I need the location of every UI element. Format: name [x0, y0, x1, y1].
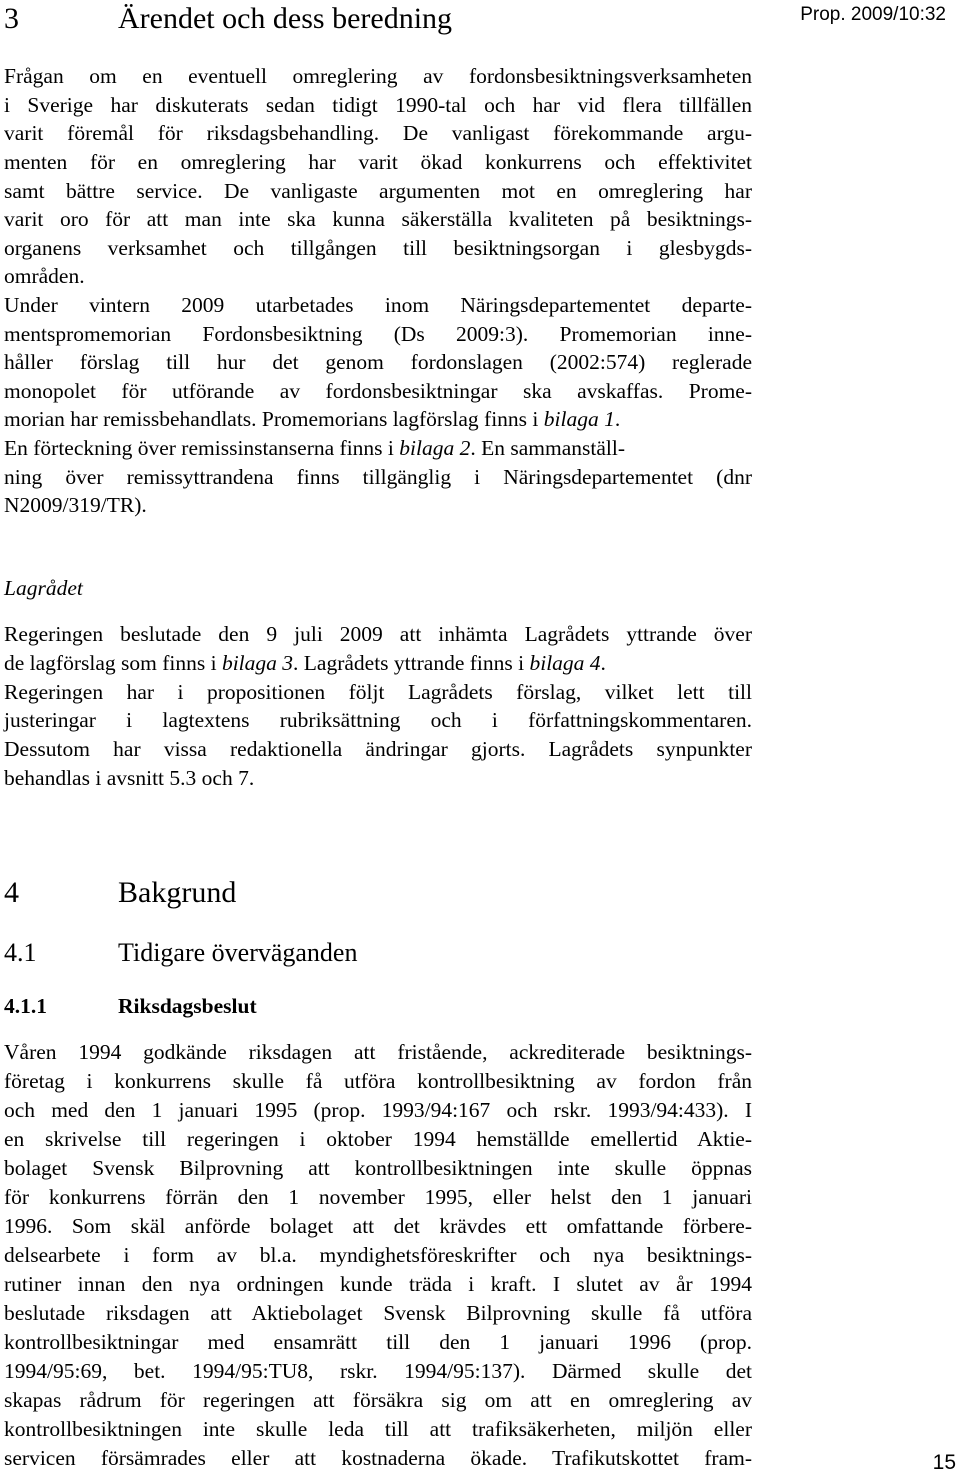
- text-line: behandlas i avsnitt 5.3 och 7.: [4, 766, 255, 790]
- chapter-title: Ärendet och dess beredning: [118, 2, 453, 35]
- text-line: för konkurrens förrän den 1 november 1995, eller helst den 1 januari: [4, 1185, 752, 1209]
- text-line: mentspromemorian Fordonsbesiktning (Ds 2009:3). Promemorian inne-: [4, 322, 752, 346]
- text-line: 1994/95:69, bet. 1994/95:TU8, rskr. 1994/95:137). Därmed skulle det: [4, 1359, 752, 1383]
- text-line: företag i konkurrens skulle få utföra kontrollbesiktning av fordon från: [4, 1069, 752, 1093]
- chapter-number: 4: [4, 876, 19, 909]
- side-heading-lagradet: Lagrådet: [4, 576, 83, 600]
- text-line: ning över remissyttrandena finns tillgänglig i Näringsdepartementet (dnr: [4, 465, 752, 489]
- text-line: varit föremål för riksdagsbehandling. De vanligast förekommande argu-: [4, 121, 752, 145]
- text-line: justeringar i lagtextens rubriksättning och i författningskommentaren.: [4, 708, 752, 732]
- text-line: kontrollbesiktningen inte skulle leda till att trafiksäkerheten, miljön eller: [4, 1417, 752, 1441]
- text-line: Regeringen beslutade den 9 juli 2009 att inhämta Lagrådets yttrande över: [4, 622, 752, 646]
- text-line: kontrollbesiktningar med ensamrätt till den 1 januari 1996 (prop.: [4, 1330, 752, 1354]
- section-title: Tidigare överväganden: [118, 938, 358, 967]
- text-segment: . En sammanställ-: [470, 436, 625, 460]
- chapter-number: 3: [4, 2, 19, 35]
- text-line: N2009/319/TR).: [4, 493, 147, 517]
- subsection-number: 4.1.1: [4, 994, 47, 1018]
- text-line: menten för en omreglering har varit ökad konkurrens och effektivitet: [4, 150, 752, 174]
- text-line: samt bättre service. De vanligaste argumenten mot en omreglering har: [4, 179, 752, 203]
- text-segment: de lagförslag som finns i: [4, 651, 222, 675]
- text-line: servicen försämrades eller att kostnaderna ökade. Trafikutskottet fram-: [4, 1446, 752, 1470]
- text-line: rutiner innan den nya ordningen kunde träda i kraft. I slutet av år 1994: [4, 1272, 752, 1296]
- text-line: håller förslag till hur det genom fordonslagen (2002:574) reglerade: [4, 350, 752, 374]
- text-segment: .: [600, 651, 606, 675]
- text-line: områden.: [4, 264, 85, 288]
- text-line: [4, 434, 752, 463]
- text-line: bolaget Svensk Bilprovning att kontrollbesiktningen inte skulle öppnas: [4, 1156, 752, 1180]
- text-line: [4, 649, 752, 678]
- text-line: Regeringen har i propositionen följt Lagrådets förslag, vilket lett till: [4, 680, 752, 704]
- text-segment: . Lagrådets yttrande finns i: [293, 651, 530, 675]
- text-segment: morian har remissbehandlats. Promemorians lagförslag finns i: [4, 407, 544, 431]
- text-line: i Sverige har diskuterats sedan tidigt 1990-tal och har vid flera tillfällen: [4, 93, 752, 117]
- text-line: delsearbete i form av bl.a. myndighetsföreskrifter och nya besiktnings-: [4, 1243, 752, 1267]
- text-line: en skrivelse till regeringen i oktober 1994 hemställde emellertid Aktie-: [4, 1127, 752, 1151]
- text-line: och med den 1 januari 1995 (prop. 1993/94:167 och rskr. 1993/94:433). I: [4, 1098, 752, 1122]
- text-line: Dessutom har vissa redaktionella ändringar gjorts. Lagrådets synpunkter: [4, 737, 752, 761]
- text-segment: .: [614, 407, 621, 431]
- subsection-title: Riksdagsbeslut: [118, 994, 257, 1018]
- bilaga-reference: bilaga 2: [399, 436, 471, 460]
- bilaga-reference: bilaga 4: [529, 651, 601, 675]
- text-line: monopolet för utförande av fordonsbesiktningar ska avskaffas. Prome-: [4, 379, 752, 403]
- proposition-reference: Prop. 2009/10:32: [800, 4, 946, 25]
- text-line: Våren 1994 godkände riksdagen att fristående, ackrediterade besiktnings-: [4, 1040, 752, 1064]
- text-line: 1996. Som skäl anförde bolaget att det krävdes ett omfattande förbere-: [4, 1214, 752, 1238]
- bilaga-reference: bilaga 1: [543, 407, 615, 431]
- page-number: 15: [932, 1451, 956, 1474]
- text-line: beslutade riksdagen att Aktiebolaget Svensk Bilprovning skulle få utföra: [4, 1301, 752, 1325]
- text-line: varit oro för att man inte ska kunna säkerställa kvaliteten på besiktnings-: [4, 207, 752, 231]
- text-line: Under vintern 2009 utarbetades inom Näringsdepartementet departe-: [4, 293, 752, 317]
- text-line: Frågan om en eventuell omreglering av fordonsbesiktningsverksamheten: [4, 64, 752, 88]
- chapter-title: Bakgrund: [118, 876, 237, 909]
- text-line: organens verksamhet och tillgången till besiktningsorgan i glesbygds-: [4, 236, 752, 260]
- text-line: [4, 405, 752, 434]
- text-segment: En förteckning över remissinstanserna finns i: [4, 436, 400, 460]
- section-number: 4.1: [4, 938, 37, 967]
- text-line: skapas rådrum för regeringen att försäkra sig om att en omreglering av: [4, 1388, 752, 1412]
- bilaga-reference: bilaga 3: [221, 651, 294, 675]
